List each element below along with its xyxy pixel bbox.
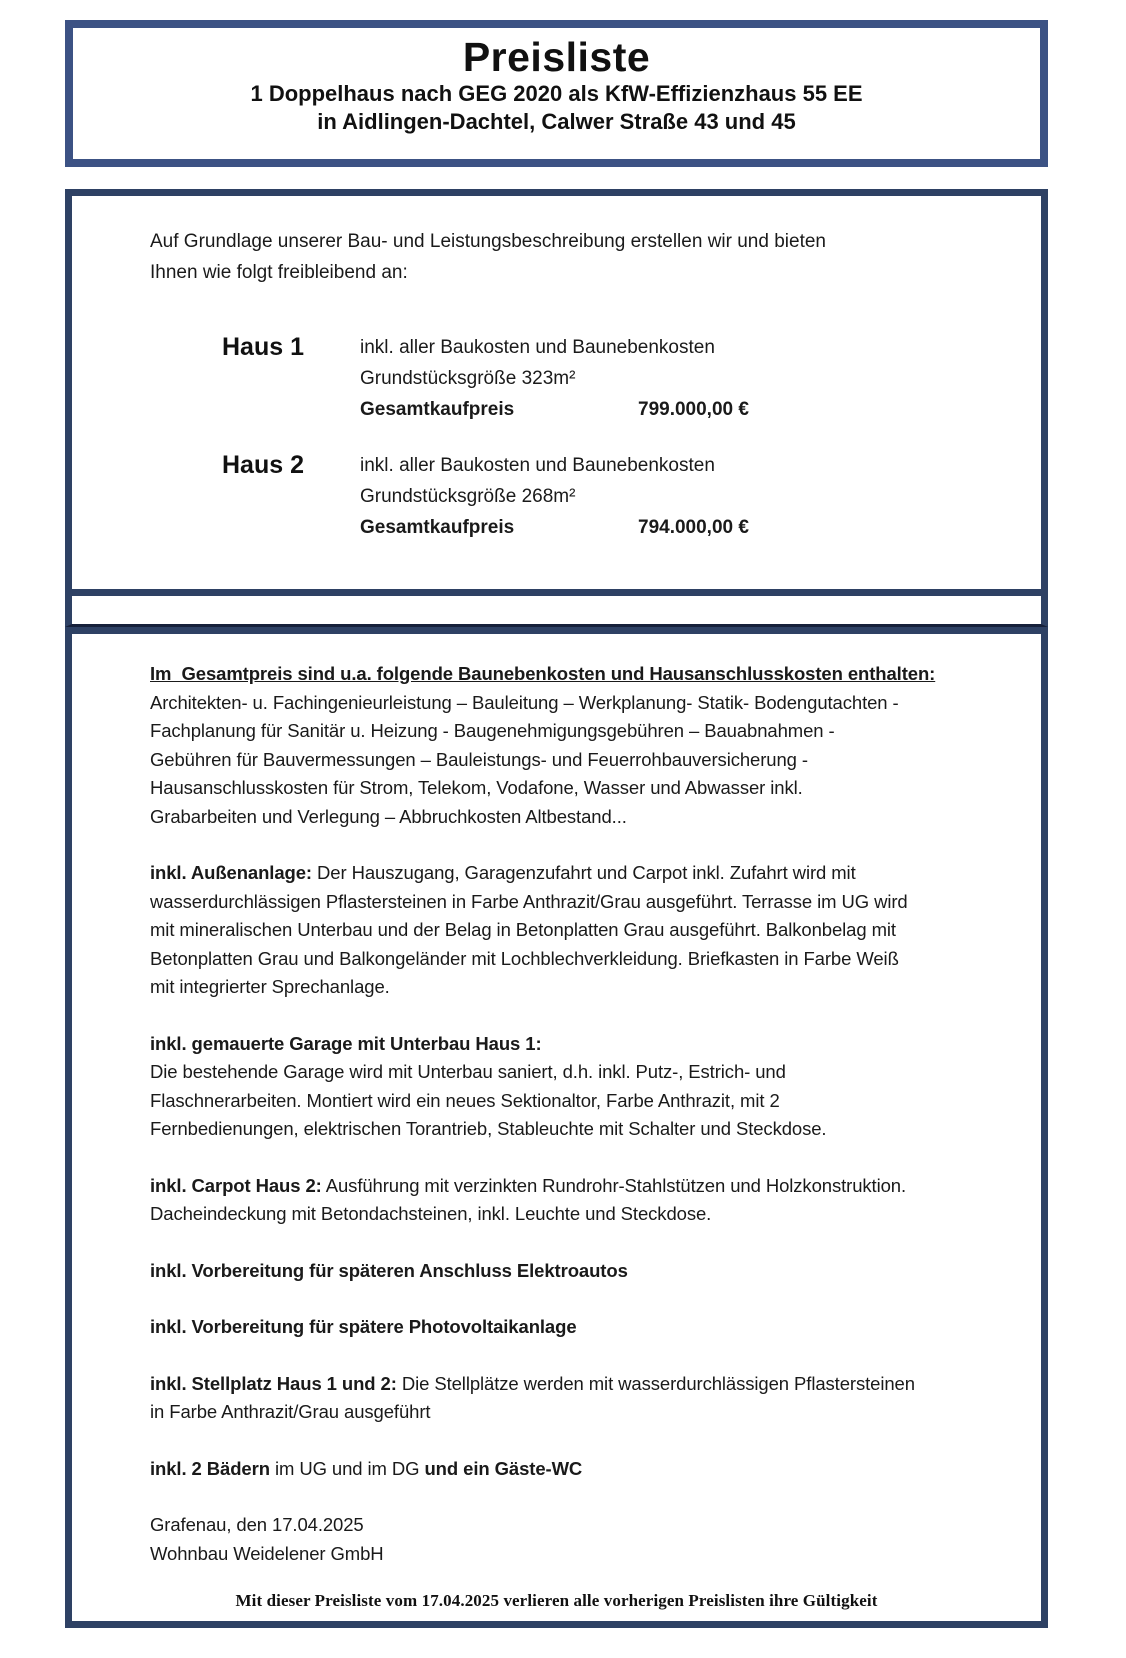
subtitle-line-1: 1 Doppelhaus nach GEG 2020 als KfW-Effizienzhaus 55 EE — [250, 81, 863, 106]
details-box — [65, 627, 1048, 1628]
intro-text — [150, 226, 1021, 288]
intro-line-1: Auf Grundlage unserer Bau- und Leistungsbeschreibung erstellen wir und bieten — [150, 231, 826, 252]
house-2-line-2: Grundstücksgröße 268m² — [360, 486, 576, 507]
signature-block — [150, 1511, 1023, 1568]
signature-place-date: Grafenau, den 17.04.2025 — [150, 1514, 364, 1535]
signature-company: Wohnbau Weidelener GmbH — [150, 1542, 384, 1564]
header-box — [65, 20, 1048, 167]
house-2-row — [222, 450, 1021, 543]
house-1-price-label: Gesamtkaufpreis — [360, 399, 515, 420]
house-1-row — [222, 332, 1021, 425]
paragraph-garage-haus-1: inkl. gemauerte Garage mit Unterbau Haus 1: Die bestehende Garage wird mit Unterbau saniert, d.h. inkl. Putz-, Estrich- und Flaschnerarbeiten. Montiert wird ein neues Sektionaltor, Farbe Anthrazit, mit 2 Fernbedienungen, elektrischen Torantrieb, Stableuchte mit Schalter und Steckdose. — [150, 1032, 827, 1139]
page-title: Preisliste — [462, 34, 651, 80]
paragraph-aussenanlage: inkl. Außenanlage: Der Hauszugang, Garagenzufahrt und Carpot inkl. Zufahrt wird mit wasserdurchlässigen Pflastersteinen in Farbe Anthrazit/Grau ausgeführt. Terrasse im UG wird mit mineralischen Unterbau und der Belag in Betonplatten Grau ausgeführt. Balkonbelag mit Betonplatten Grau und Balkongeländer mit Lochblechverkleidung. Briefkasten in Farbe Weiß mit integrierter Sprechanlage. — [150, 862, 908, 997]
paragraph-photovoltaik: inkl. Vorbereitung für spätere Photovoltaikanlage — [150, 1316, 577, 1337]
paragraph-baunebenkosten: Architekten- u. Fachingenieurleistung – Bauleitung – Werkplanung- Statik- Bodengutachten - Fachplanung für Sanitär u. Heizung - Baugenehmigungsgebühren – Bauabnahmen - Gebühren für Bauvermessungen – Bauleistungs- und Feuerrohbauversicherung - Hausanschlusskosten für Strom, Telekom, Vodafone, Wasser und Abwasser inkl. Grabarbeiten und Verlegung – Abbruchkosten Altbestand... — [150, 691, 899, 827]
paragraph-baeder: inkl. 2 Bädern im UG und im DG und ein Gäste-WC — [150, 1457, 583, 1479]
validity-note: Mit dieser Preisliste vom 17.04.2025 verlieren alle vorherigen Preislisten ihre Gültigkeit — [235, 1590, 878, 1610]
house-2-price-label: Gesamtkaufpreis — [360, 517, 515, 538]
house-1-price-line — [360, 394, 749, 425]
house-1-line-1: inkl. aller Baukosten und Baunebenkosten — [360, 337, 715, 358]
house-2-name: Haus 2 — [222, 451, 304, 479]
house-1-name: Haus 1 — [222, 333, 304, 361]
house-2-price-value: 794.000,00 € — [638, 517, 749, 538]
paragraph-elektroautos: inkl. Vorbereitung für späteren Anschluss Elektroautos — [150, 1259, 628, 1281]
paragraph-carport-haus-2: inkl. Carpot Haus 2: Ausführung mit verzinkten Rundrohr-Stahlstützen und Holzkonstruktion. Dacheindeckung mit Betondachsteinen, inkl. Leuchte und Steckdose. — [150, 1174, 907, 1224]
paragraph-stellplatz: inkl. Stellplatz Haus 1 und 2: Die Stellplätze werden mit wasserdurchlässigen Pflastersteinen in Farbe Anthrazit/Grau ausgeführt — [150, 1372, 915, 1422]
house-1-price-value: 799.000,00 € — [638, 399, 749, 420]
offer-box — [65, 189, 1048, 596]
house-2-price-line — [360, 512, 749, 543]
intro-line-2: Ihnen wie folgt freibleibend an: — [150, 262, 408, 283]
subtitle-line-2: in Aidlingen-Dachtel, Calwer Straße 43 und 45 — [317, 109, 796, 134]
separator-band — [65, 596, 1048, 627]
house-1-details — [360, 332, 749, 425]
details-heading: Im Gesamtpreis sind u.a. folgende Baunebenkosten und Hausanschlusskosten enthalten: — [150, 663, 936, 684]
house-2-details — [360, 450, 749, 543]
house-2-line-1: inkl. aller Baukosten und Baunebenkosten — [360, 455, 715, 476]
house-1-line-2: Grundstücksgröße 323m² — [360, 368, 576, 389]
